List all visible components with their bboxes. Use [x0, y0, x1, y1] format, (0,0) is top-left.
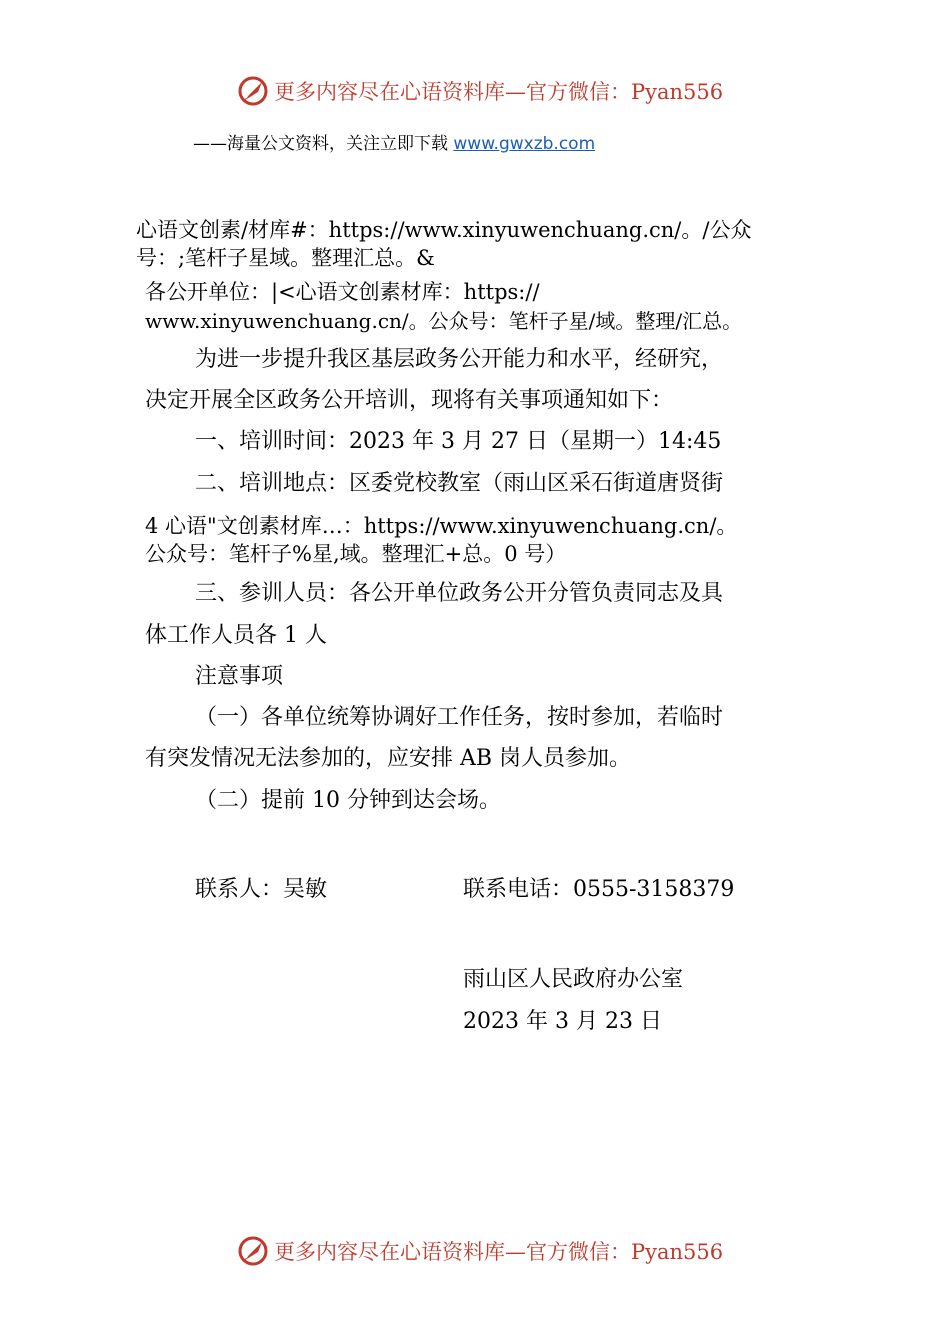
body-line-10: 公众号：笔杆子%星,域。整理汇+总。0 号） — [145, 542, 567, 566]
note-1: （一）各单位统筹协调好工作任务，按时参加，若临时 — [195, 705, 724, 730]
body-line-2: 号：;笔杆子星域。整理汇总。& — [136, 246, 435, 270]
issuing-office: 雨山区人民政府办公室 — [463, 967, 684, 992]
issue-date: 2023 年 3 月 23 日 — [463, 1009, 662, 1034]
training-time: 一、培训时间：2023 年 3 月 27 日（星期一）14:45 — [195, 429, 722, 454]
note-2: （二）提前 10 分钟到达会场。 — [195, 788, 501, 813]
header-banner — [236, 74, 723, 108]
quill-logo-icon — [236, 1234, 270, 1268]
body-line-5: 为进一步提升我区基层政务公开能力和水平，经研究， — [195, 347, 724, 372]
notes-heading: 注意事项 — [195, 664, 284, 689]
participants: 三、参训人员：各公开单位政务公开分管负责同志及具 — [195, 581, 724, 606]
footer-banner — [236, 1234, 723, 1268]
header-banner-text: 更多内容尽在心语资料库—官方微信：Pyan556 — [274, 80, 724, 104]
body-line-6: 决定开展全区政务公开培训，现将有关事项通知如下： — [145, 388, 674, 413]
header-subline-prefix: ——海量公文资料，关注立即下载 — [193, 134, 454, 154]
footer-banner-text: 更多内容尽在心语资料库—官方微信：Pyan556 — [274, 1240, 724, 1264]
download-link[interactable]: www.gwxzb.com — [453, 134, 596, 154]
note-1-cont: 有突发情况无法参加的，应安排 AB 岗人员参加。 — [145, 746, 632, 771]
contact-phone: 联系电话：0555-3158379 — [463, 877, 735, 902]
contact-person: 联系人：吴敏 — [195, 877, 328, 902]
body-line-12: 体工作人员各 1 人 — [145, 623, 327, 648]
body-line-4: www.xinyuwenchuang.cn/。公众号：笔杆子星/域。整理/汇总。 — [145, 309, 743, 333]
header-subline — [193, 129, 595, 154]
quill-logo-icon — [236, 74, 270, 108]
body-line-1: 心语文创素/材库#：https://www.xinyuwenchuang.cn/。/公众 — [136, 218, 752, 242]
body-line-3: 各公开单位：|<心语文创素材库：https:// — [145, 280, 540, 304]
body-line-9: 4 心语"文创素材库…：https://www.xinyuwenchuang.cn/。 — [145, 514, 738, 538]
training-location: 二、培训地点：区委党校教室（雨山区采石街道唐贤街 — [195, 471, 724, 496]
